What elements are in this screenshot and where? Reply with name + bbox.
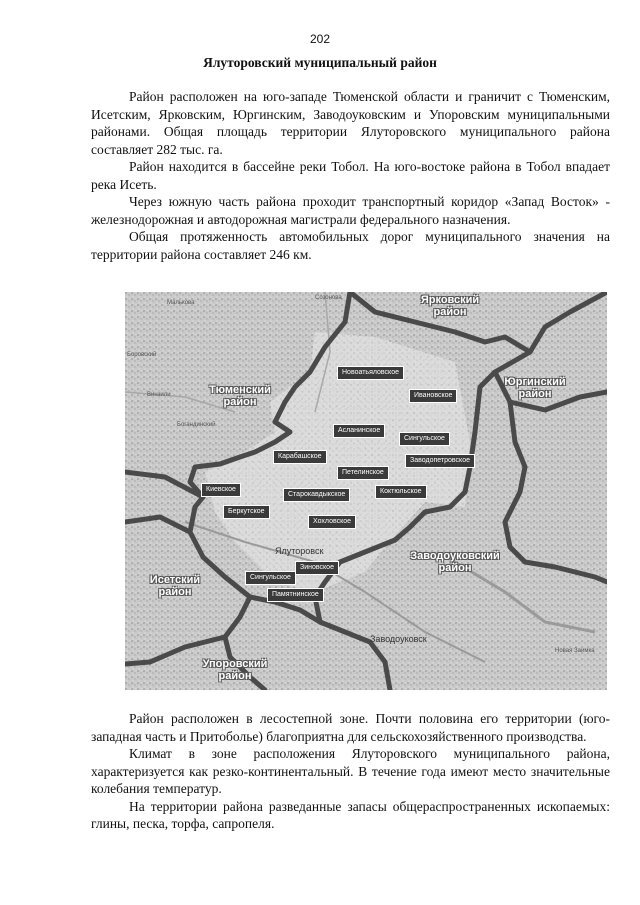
region-label-tyumen: Тюменский район xyxy=(209,384,271,408)
settlement-label: Старокавдыкское xyxy=(283,488,350,502)
region-label-yurga: Юргинский район xyxy=(504,376,566,400)
text-block-bottom xyxy=(91,710,610,833)
text-block-top xyxy=(91,88,610,263)
place-label: Малькова xyxy=(167,300,195,306)
paragraph: Район находится в бассейне реки Тобол. На юго-востоке района в Тобол впадает река Исеть. xyxy=(91,159,610,192)
settlement-label: Петелинское xyxy=(337,466,389,480)
settlement-label: Ивановское xyxy=(409,389,457,403)
settlement-label: Хохловское xyxy=(308,515,356,529)
settlement-label: Сингульское xyxy=(399,432,450,446)
place-label: Богандинский xyxy=(177,422,216,428)
settlement-label: Заводопетровское xyxy=(405,454,475,468)
place-label: Созонова xyxy=(315,295,342,301)
town-label-yalutorovsk: Ялуторовск xyxy=(275,546,324,556)
settlement-label: Киевское xyxy=(201,483,241,497)
settlement-label: Памятнинское xyxy=(267,588,324,602)
settlement-label: Асланинское xyxy=(333,424,385,438)
settlement-label: Коктюльское xyxy=(375,485,427,499)
settlement-label: Карабашское xyxy=(273,450,327,464)
town-label-zavodoukovsk: Заводоуковск xyxy=(370,634,427,644)
place-label: Винзили xyxy=(147,392,171,398)
region-label-zavodoukovsk: Заводоуковский район xyxy=(410,550,500,574)
settlement-label: Новоатьяловское xyxy=(337,366,404,380)
document-title: Ялуторовский муниципальный район xyxy=(203,55,437,70)
region-label-iset: Исетский район xyxy=(149,574,201,598)
settlement-label: Беркутское xyxy=(223,505,270,519)
district-map xyxy=(125,292,607,690)
map-background xyxy=(125,292,607,690)
paragraph: Климат в зоне расположения Ялуторовского муниципального района, характеризуется как резко-континентальный. В течение года имеют место значительные колебания температур. xyxy=(91,746,610,796)
page-number: 202 xyxy=(309,32,331,46)
paragraph: Через южную часть района проходит транспортный коридор «Запад Восток» - железнодорожная и автодорожная магистрали федерального назначения. xyxy=(91,194,610,227)
settlement-label: Зиновское xyxy=(295,561,339,575)
paragraph: Общая протяженность автомобильных дорог муниципального значения на территории района составляет 246 км. xyxy=(91,229,610,262)
region-label-yarkovo: Ярковский район xyxy=(420,294,480,318)
place-label: Боровский xyxy=(127,352,157,358)
paragraph: На территории района разведанные запасы общераспространенных ископаемых: глины, песка, торфа, сапропеля. xyxy=(91,798,610,831)
region-label-uporovo: Упоровский район xyxy=(202,658,268,682)
place-label: Новая Заимка xyxy=(555,648,595,654)
paragraph: Район расположен на юго-западе Тюменской области и граничит с Тюменским, Исетским, Ярковским, Юргинским, Заводоуковским и Упоровским муниципальными районами. Общая площадь территории Ялуторовского муниципального района составляет 282 тыс. га. xyxy=(91,89,610,157)
settlement-label: Сингульское xyxy=(245,571,296,585)
paragraph: Район расположен в лесостепной зоне. Почти половина его территории (юго-западная часть и Притоболье) благоприятна для сельскохозяйственного производства. xyxy=(91,711,610,744)
